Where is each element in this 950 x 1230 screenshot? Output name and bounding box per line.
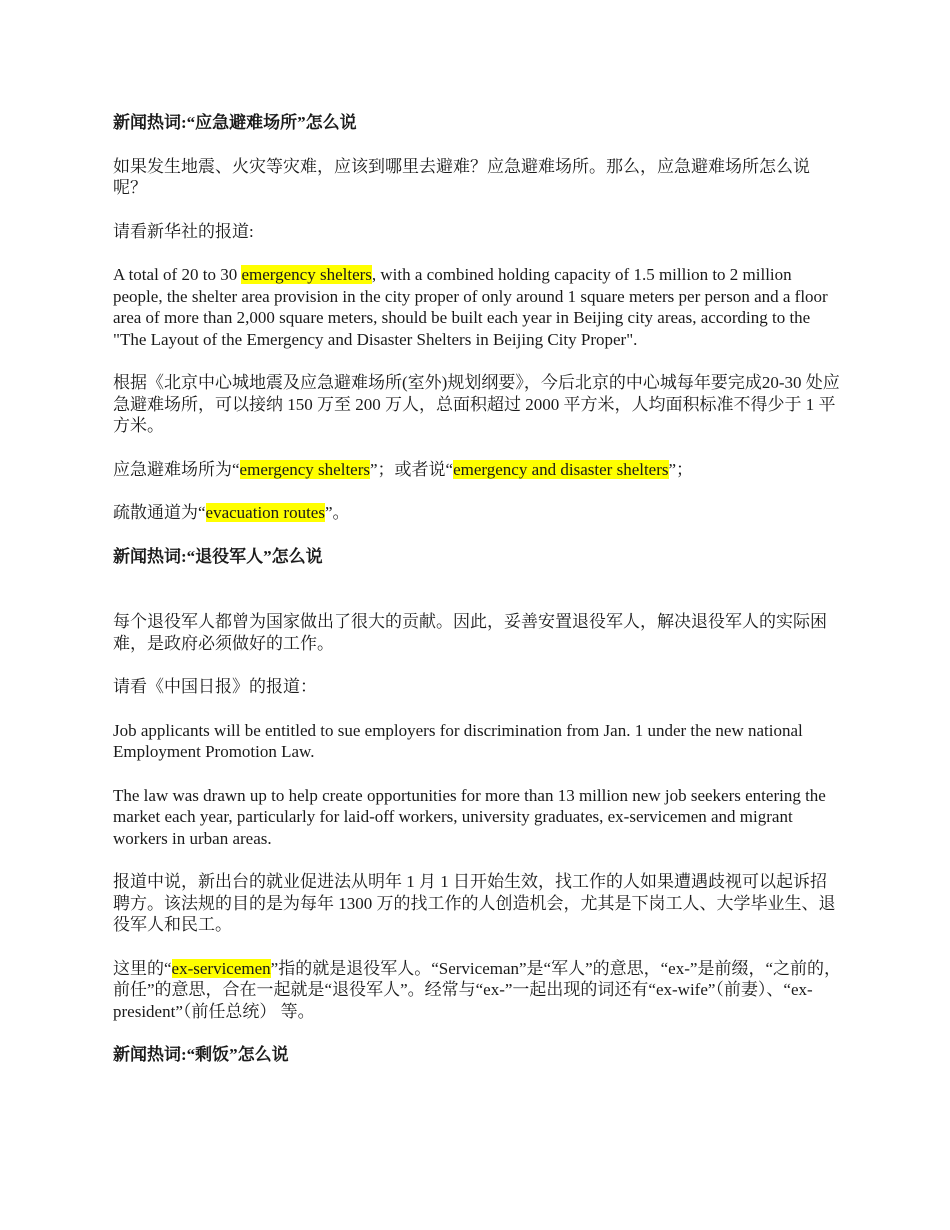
section-heading-veterans: 新闻热词:“退役军人”怎么说 (113, 546, 323, 566)
shelters-intro: 如果发生地震、火灾等灾难，应该到哪里去避难？应急避难场所。那么，应急避难场所怎么说呢？ (113, 156, 810, 197)
evacuation-term-line (113, 502, 843, 524)
text-run: 这里的“ (113, 958, 172, 978)
veterans-source: 请看《中国日报》的报道： (113, 677, 317, 696)
shelters-term-line (113, 459, 843, 481)
highlighted-term: ex-servicemen (171, 958, 271, 978)
text-run: 疏散通道为“ (113, 503, 206, 522)
section-heading-shelters: 新闻热词:“应急避难场所”怎么说 (113, 113, 357, 132)
document-page (113, 112, 843, 1088)
text-run: ”指的就是退役军人。“Serviceman”是“军人”的意思，“ex-”是前缀，“之前的， 前任”的意思，合在一起就是“退役军人”。经常与“ex-”一起出现的词还有“ex-wife”（前妻）、“ex-president”（前任总统） 等。 (113, 958, 841, 1021)
veterans-english-paragraph-2: The law was drawn up to help create opportunities for more than 13 million new job seekers entering the market each year, particularly for laid-off workers, university graduates, ex-servicemen and migrant workers in urban areas. (113, 785, 826, 848)
highlighted-term: evacuation routes (205, 503, 325, 522)
shelters-source: 请看新华社的报道: (113, 221, 254, 241)
highlighted-term: emergency and disaster shelters (453, 459, 669, 479)
text-run: ”；或者说“ (370, 459, 454, 479)
text-run: ”。 (324, 503, 350, 522)
text-run: 应急避难场所为“ (113, 459, 240, 479)
veterans-explanation (113, 958, 843, 1023)
veterans-chinese-summary: 报道中说，新出台的就业促进法从明年 1 月 1 日开始生效，找工作的人如果遭遇歧视可以起诉招聘方。该法规的目的是为每年 1300 万的找工作的人创造机会，尤其是下岗工人、大学毕业生、退役军人和民工。 (113, 872, 836, 934)
highlighted-term: emergency shelters (239, 459, 370, 479)
shelters-english-paragraph (113, 264, 843, 350)
section-heading-leftovers: 新闻热词:“剩饭”怎么说 (113, 1045, 289, 1064)
shelters-chinese-summary: 根据《北京中心城地震及应急避难场所(室外)规划纲要》，今后北京的中心城每年要完成20-30 处应急避难场所，可以接纳 150 万至 200 万人，总面积超过 2000 平方米，人均面积标准不得少于 1 平方米。 (113, 373, 840, 435)
text-run: ”； (668, 459, 694, 479)
veterans-english-paragraph-1: Job applicants will be entitled to sue employers for discrimination from Jan. 1 under the new national Employment Promotion Law. (113, 720, 803, 761)
text-run: A total of 20 to 30 (113, 265, 242, 284)
highlighted-term: emergency shelters (241, 265, 372, 284)
veterans-intro: 每个退役军人都曾为国家做出了很大的贡献。因此，妥善安置退役军人，解决退役军人的实际困难，是政府必须做好的工作。 (113, 612, 827, 653)
text-run: , with a combined holding capacity of 1.5 million to 2 million people, the shelter area provision in the city proper of only around 1 square meters per person and a floor area of more than 2,000 square meters, should be built each year in Beijing city areas, according to the "The Layout of the Emergency and Disaster Shelters in Beijing City Proper". (113, 265, 828, 349)
